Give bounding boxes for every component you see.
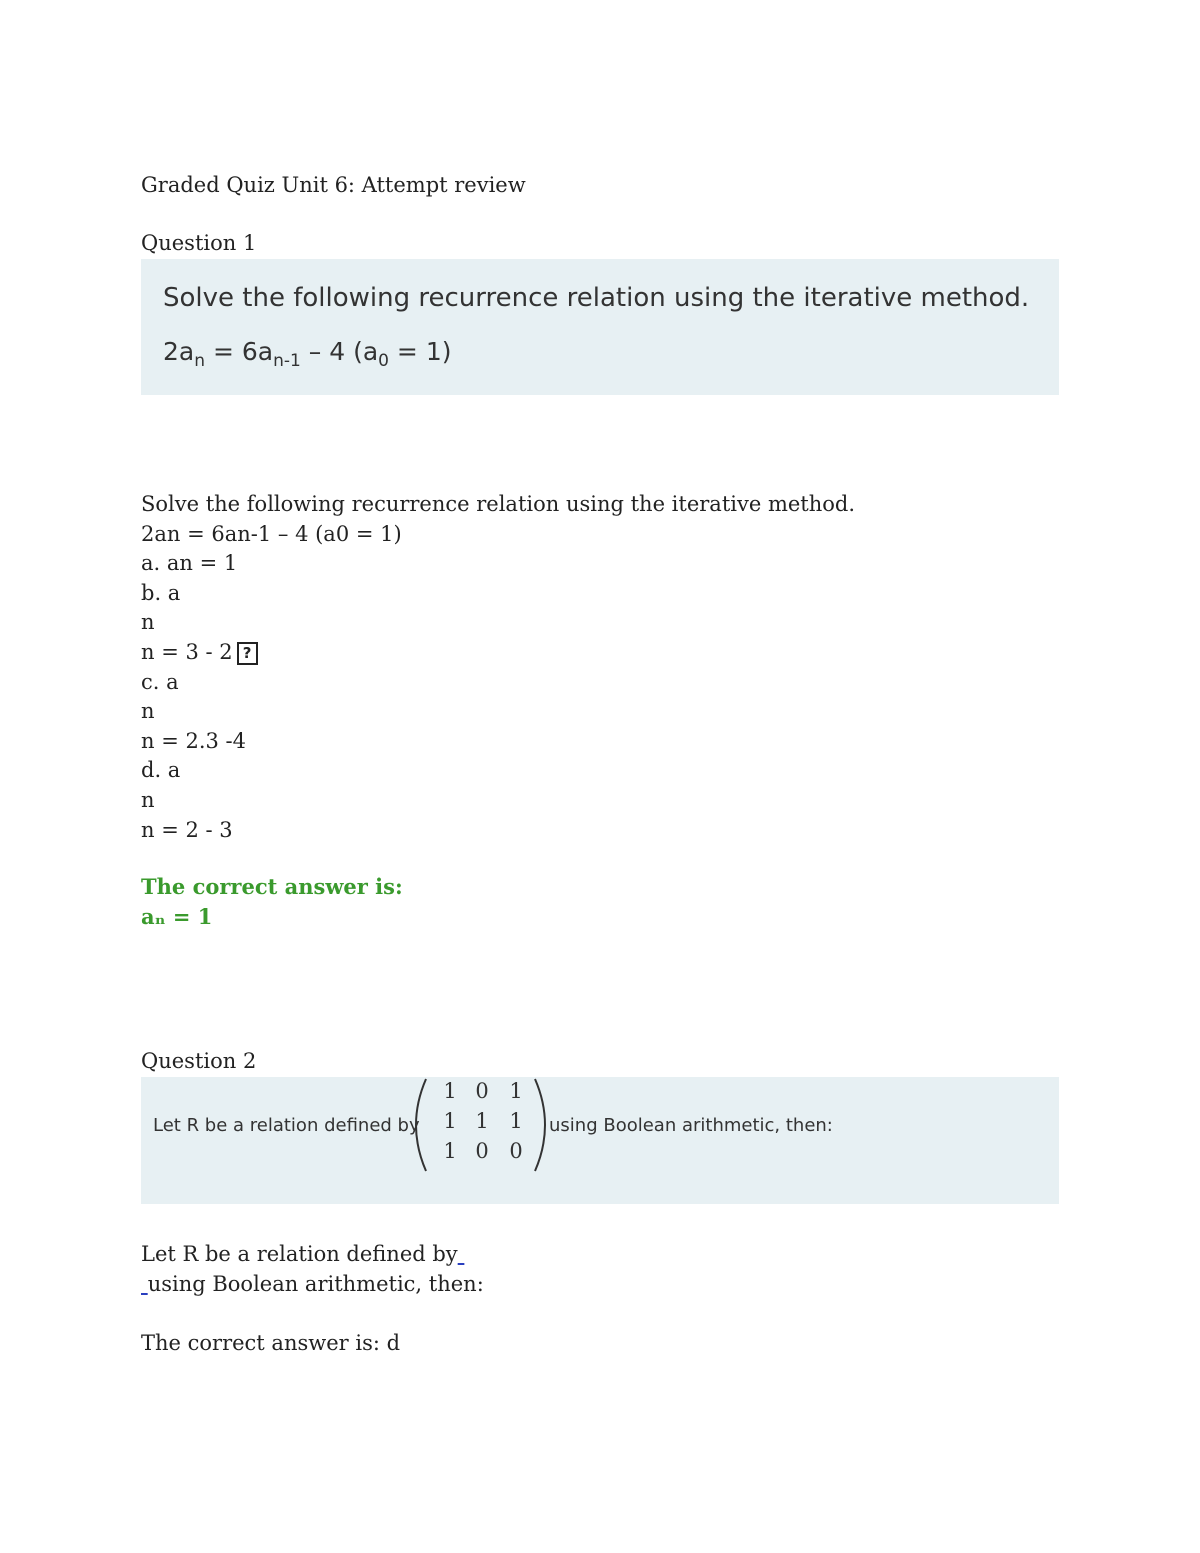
option-c: c. a — [141, 669, 179, 694]
question-1-panel-equation: $2a_n = 6a_{n-1} - 4$ $(a_0 = 1)$ — [163, 337, 452, 371]
matrix-cell: 1 — [443, 1109, 457, 1133]
unknown-glyph-icon: ? — [237, 642, 258, 665]
matrix-cell: 1 — [443, 1079, 457, 1103]
question-2-panel-text-right: using Boolean arithmetic, then: — [549, 1115, 833, 1136]
option-d-line: n — [141, 787, 155, 812]
question-2-panel — [141, 1077, 1059, 1204]
option-d-line: n = 2 - 3 — [141, 817, 233, 842]
question-2-heading: Question 2 — [141, 1049, 257, 1073]
question-1-panel — [141, 259, 1059, 395]
option-d: d. a — [141, 758, 181, 783]
question-2-panel-text-left: Let R be a relation defined by — [153, 1115, 420, 1136]
option-a: a. an = 1 — [141, 551, 238, 576]
question-1-correct-answer — [141, 872, 403, 931]
page-title: Graded Quiz Unit 6: Attempt review — [141, 173, 526, 197]
matrix-cell: 1 — [509, 1109, 523, 1133]
matrix-cell: 0 — [509, 1139, 523, 1163]
question-2-correct-answer: The correct answer is: d — [141, 1330, 401, 1355]
question-2-line: using Boolean arithmetic, then: — [147, 1271, 484, 1296]
matrix-cell: 1 — [509, 1079, 523, 1103]
option-c-line: n = 2.3 -4 — [141, 728, 246, 753]
question-1-panel-text: Solve the following recurrence relation using the iterative method. — [163, 283, 1030, 313]
option-b-line: n = 3 - 2 ? — [141, 638, 855, 668]
matrix-cell: 1 — [443, 1139, 457, 1163]
question-1-text — [141, 490, 855, 845]
option-b-line: n — [141, 610, 155, 635]
left-parenthesis — [416, 1079, 426, 1171]
option-b: b. a — [141, 580, 181, 605]
matrix-cell: 1 — [475, 1109, 489, 1133]
question-2-text — [141, 1240, 484, 1358]
question-1-heading: Question 1 — [141, 231, 257, 255]
matrix-cell: 0 — [475, 1139, 489, 1163]
correct-answer-value: aₙ = 1 — [141, 903, 213, 929]
matrix-cell: 0 — [475, 1079, 489, 1103]
relation-matrix — [408, 1075, 548, 1175]
option-c-line: n — [141, 699, 155, 724]
correct-answer-label: The correct answer is: — [141, 874, 403, 899]
question-1-line: 2an = 6an-1 – 4 (a0 = 1) — [141, 521, 402, 546]
question-1-line: Solve the following recurrence relation using the iterative method. — [141, 492, 856, 516]
question-2-line: Let R be a relation defined by — [141, 1242, 458, 1266]
